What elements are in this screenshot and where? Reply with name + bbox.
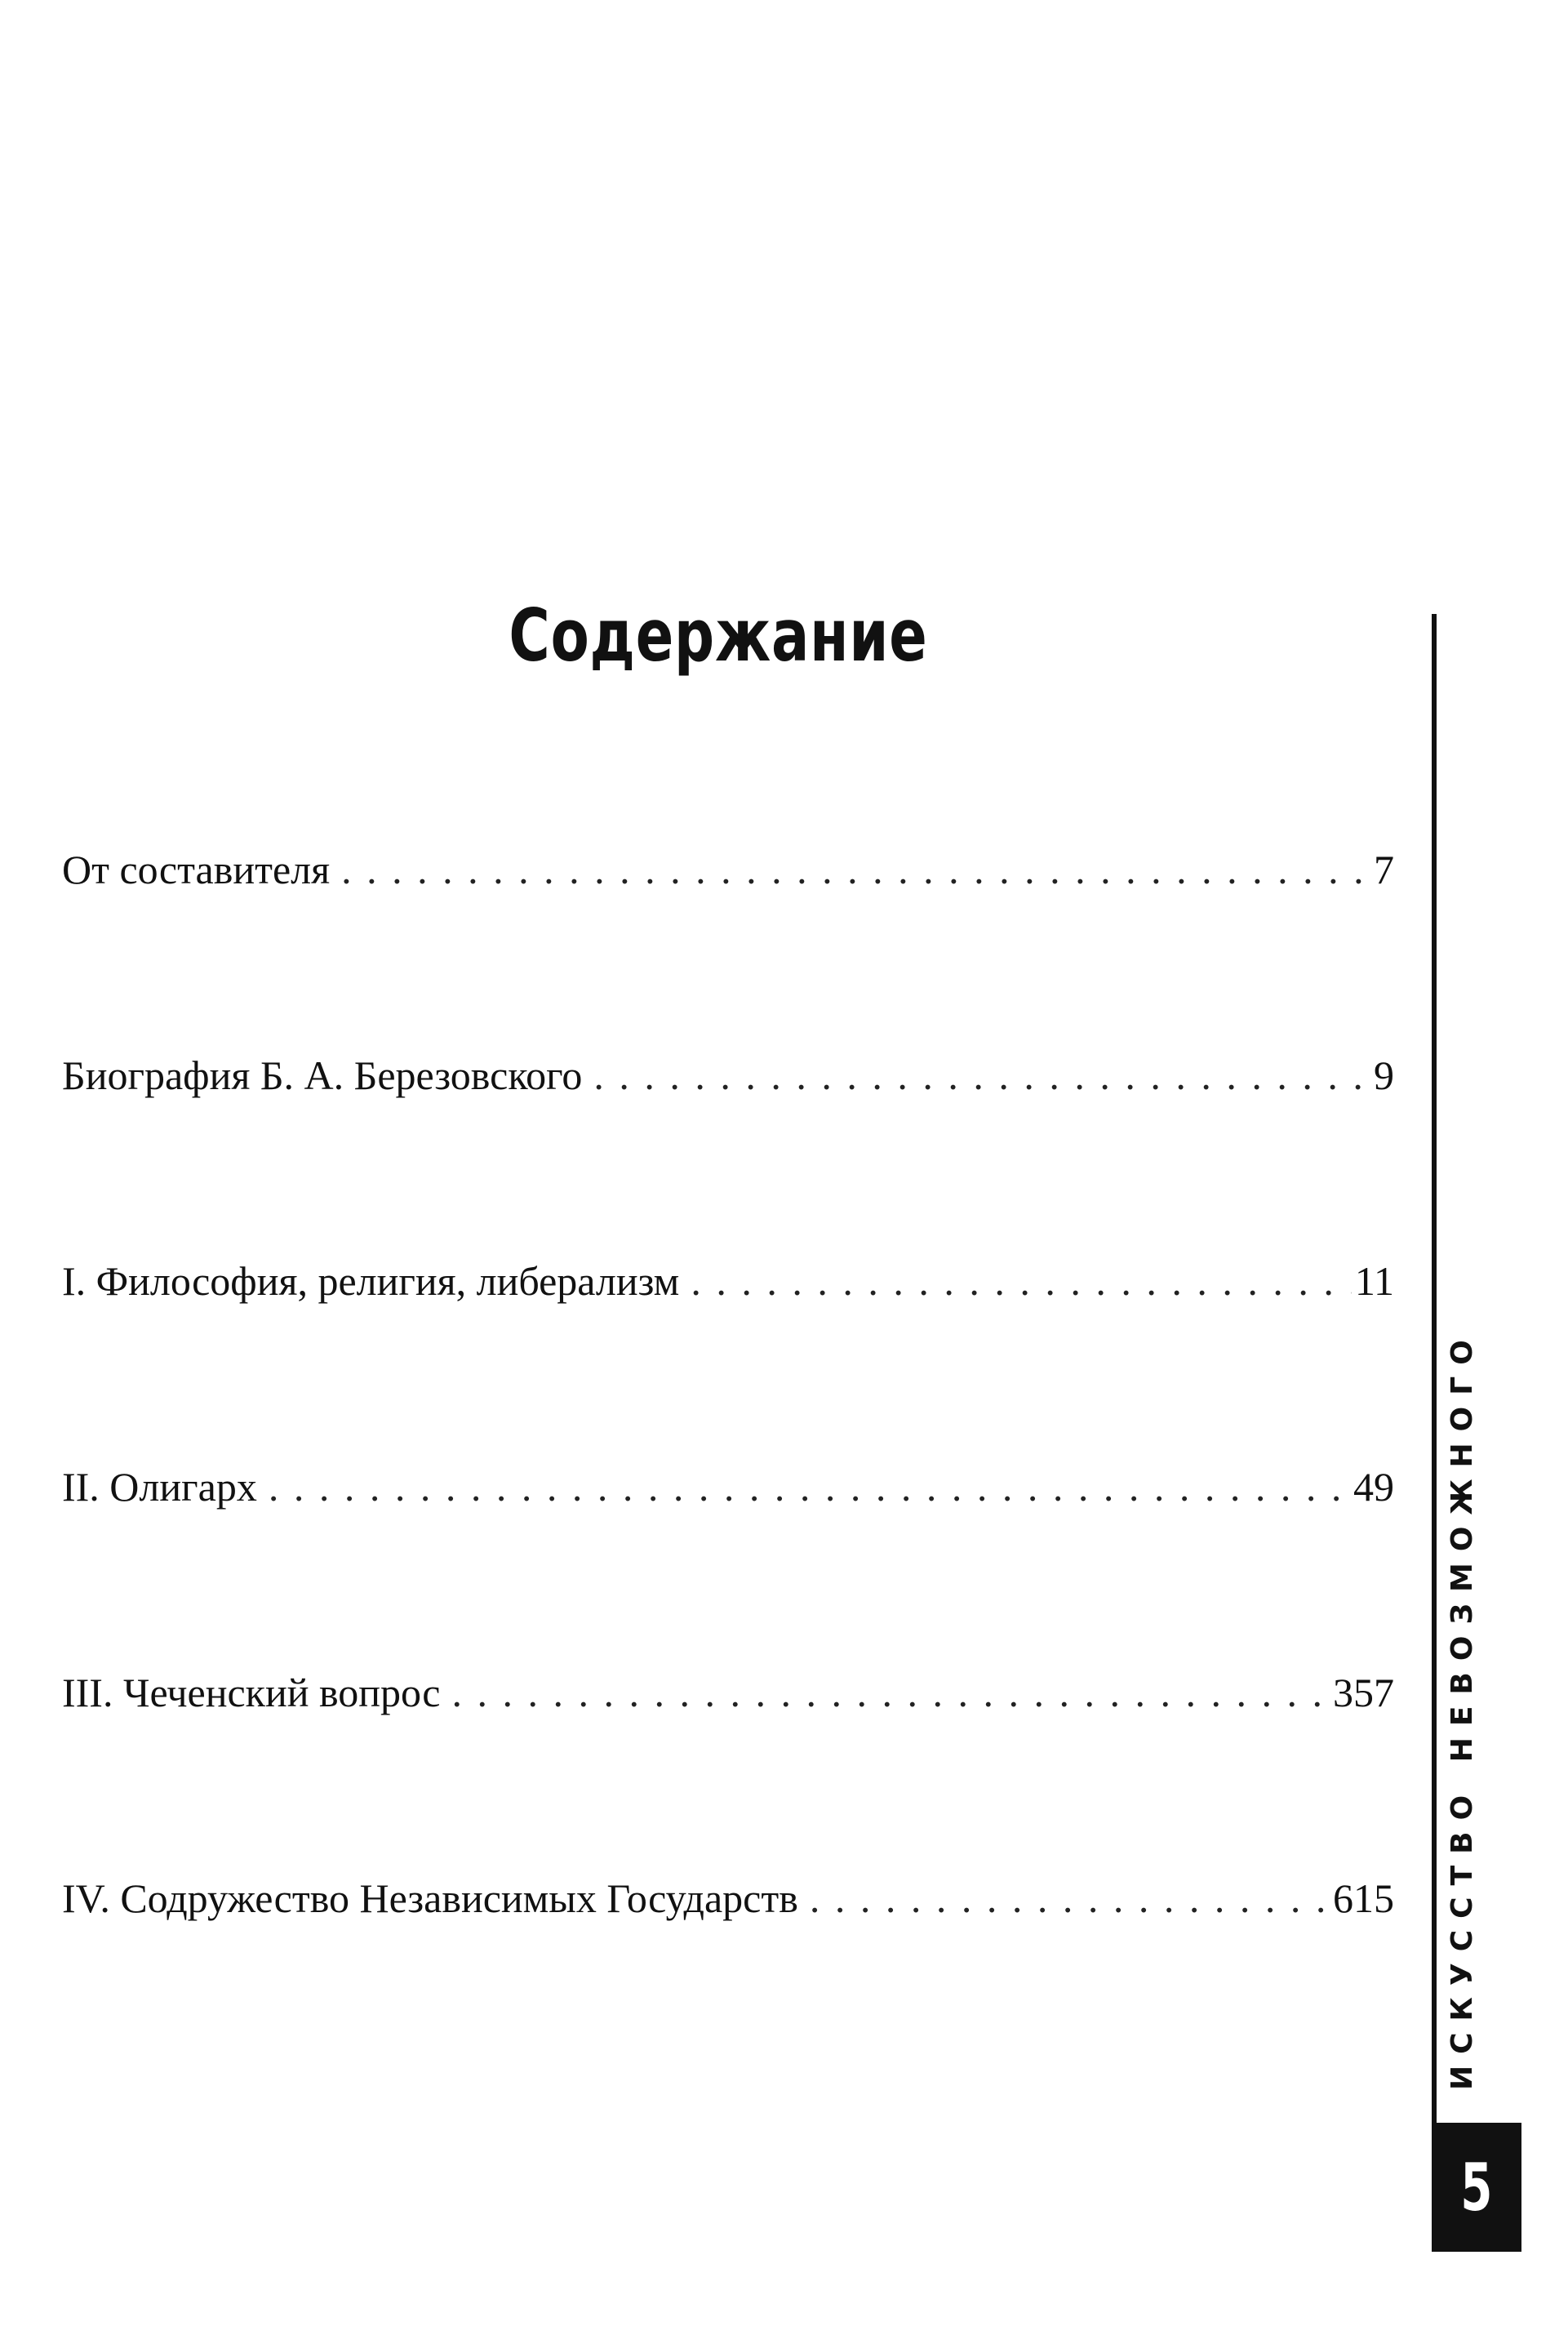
toc-entry-page: 49 bbox=[1353, 1464, 1394, 1510]
toc-entry-chapter-4[interactable] bbox=[62, 1875, 1394, 1921]
toc-entry-page: 7 bbox=[1374, 847, 1394, 892]
page-number: 5 bbox=[1460, 2149, 1493, 2226]
toc-entry-chapter-3[interactable] bbox=[62, 1672, 1394, 1713]
toc-entry-title: От составителя bbox=[62, 847, 331, 892]
toc-dot-leader bbox=[810, 1878, 1330, 1919]
toc-entry-page: 11 bbox=[1354, 1258, 1394, 1304]
toc-entry-title: II. Олигарх bbox=[62, 1464, 257, 1510]
toc-entry-page: 615 bbox=[1333, 1875, 1394, 1921]
running-header-vertical: ИСКУССТВО НЕВОЗМОЖНОГО bbox=[1446, 1328, 1479, 2090]
toc-entry-chapter-2[interactable] bbox=[62, 1464, 1394, 1510]
toc-dot-leader bbox=[341, 849, 1370, 890]
toc-entry-from-compiler[interactable] bbox=[62, 849, 1394, 890]
toc-entry-title: IV. Содружество Независимых Государств bbox=[62, 1875, 798, 1921]
toc-dot-leader bbox=[691, 1261, 1352, 1301]
toc-entry-title: Биография Б. А. Березовского bbox=[62, 1052, 583, 1098]
toc-dot-leader bbox=[269, 1466, 1350, 1507]
page-number-badge bbox=[1432, 2123, 1521, 2252]
toc-entry-biography[interactable] bbox=[62, 1052, 1394, 1098]
toc-entry-title: III. Чеченский вопрос bbox=[62, 1670, 441, 1715]
toc-entry-chapter-1[interactable] bbox=[62, 1258, 1394, 1304]
toc-entry-page: 357 bbox=[1333, 1670, 1394, 1715]
side-vertical-rule bbox=[1432, 614, 1437, 2123]
toc-dot-leader bbox=[593, 1055, 1370, 1096]
toc-dot-leader bbox=[451, 1672, 1330, 1713]
page-title: Содержание bbox=[509, 594, 928, 678]
toc-entry-title: I. Философия, религия, либерализм bbox=[62, 1258, 680, 1304]
toc-entry-page: 9 bbox=[1374, 1052, 1394, 1098]
